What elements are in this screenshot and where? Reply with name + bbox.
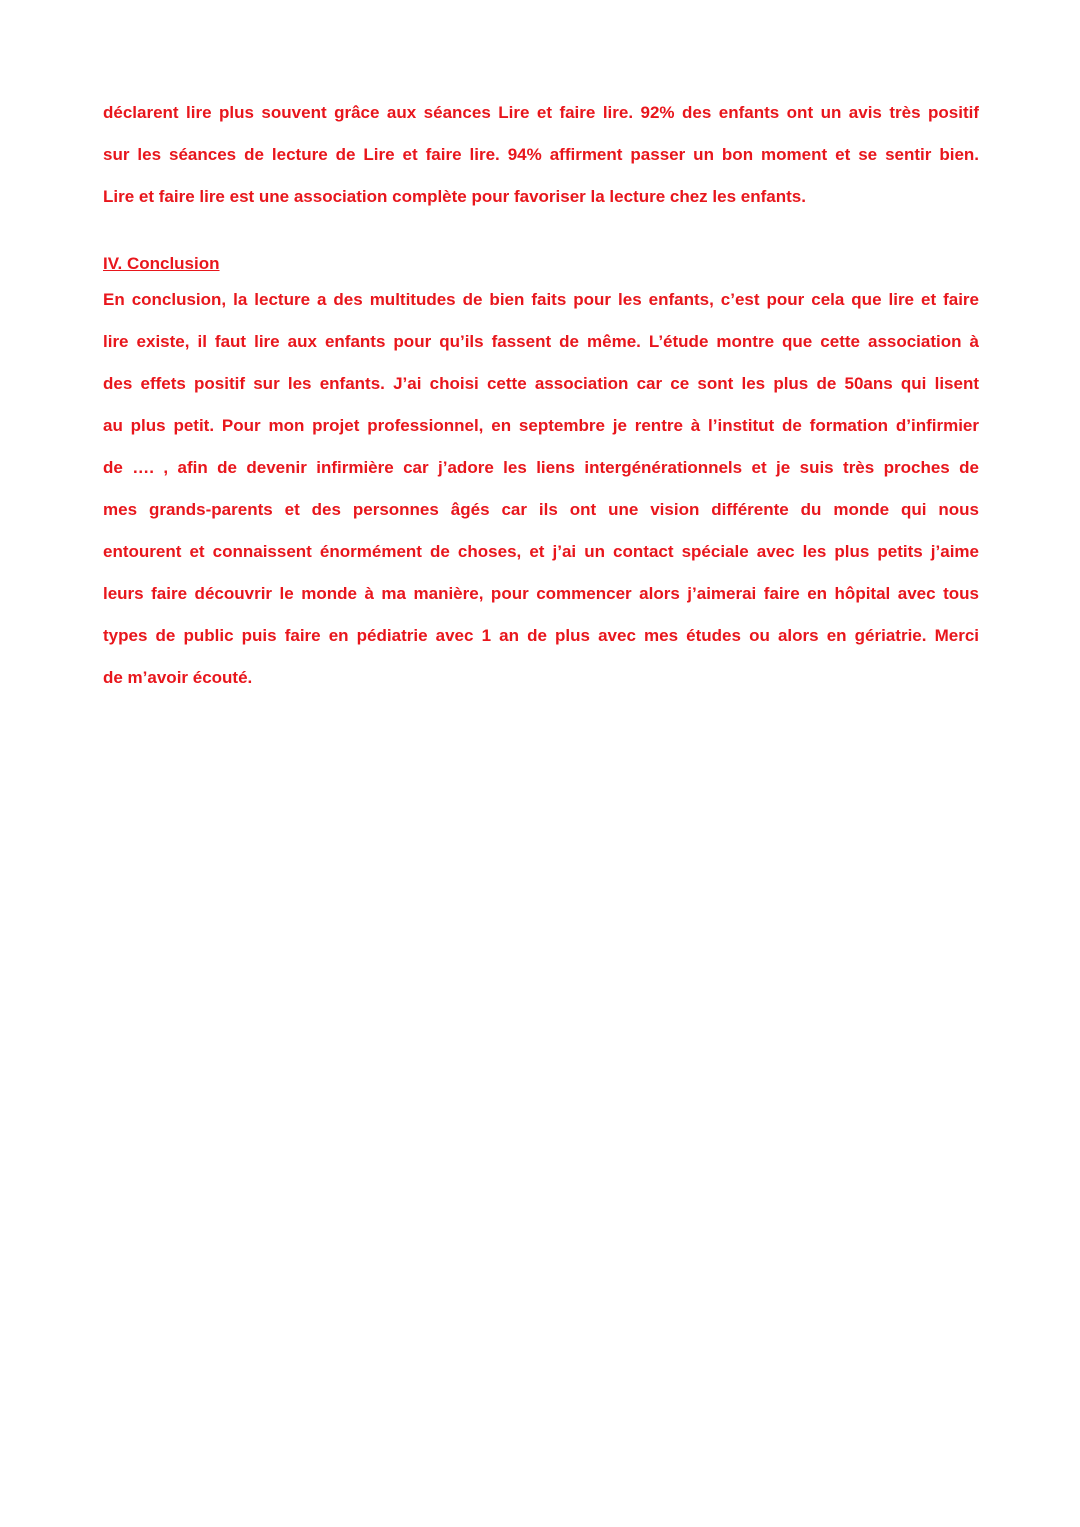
paragraph-line: de m’avoir écouté. (103, 668, 253, 687)
paragraph-line: déclarent lire plus souvent grâce aux séances Lire et faire lire. 92% des enfants ont un avis très positif (103, 103, 979, 122)
paragraph-line: mes grands-parents et des personnes âgés car ils ont une vision différente du monde qui nous (103, 500, 979, 519)
paragraph-line: types de public puis faire en pédiatrie avec 1 an de plus avec mes études ou alors en gériatrie. Merci (103, 626, 979, 645)
paragraph-line: leurs faire découvrir le monde à ma manière, pour commencer alors j’aimerai faire en hôpital avec tous (103, 584, 979, 603)
paragraph-line: sur les séances de lecture de Lire et faire lire. 94% affirment passer un bon moment et se sentir bien. (103, 145, 979, 164)
section-heading-conclusion: IV. Conclusion (103, 254, 220, 273)
paragraph-line: lire existe, il faut lire aux enfants pour qu’ils fassent de même. L’étude montre que cette association à (103, 332, 979, 351)
paragraph-line: Lire et faire lire est une association complète pour favoriser la lecture chez les enfants. (103, 187, 806, 206)
paragraph-line: entourent et connaissent énormément de choses, et j’ai un contact spéciale avec les plus petits j’aime (103, 542, 979, 561)
paragraph-line: En conclusion, la lecture a des multitudes de bien faits pour les enfants, c’est pour cela que lire et faire (103, 290, 979, 309)
paragraph-line: au plus petit. Pour mon projet professionnel, en septembre je rentre à l’institut de formation d’infirmier (103, 416, 979, 435)
paragraph-line: des effets positif sur les enfants. J’ai choisi cette association car ce sont les plus de 50ans qui lisent (103, 374, 979, 393)
paragraph-line: de …. , afin de devenir infirmière car j’adore les liens intergénérationnels et je suis très proches de (103, 458, 979, 477)
